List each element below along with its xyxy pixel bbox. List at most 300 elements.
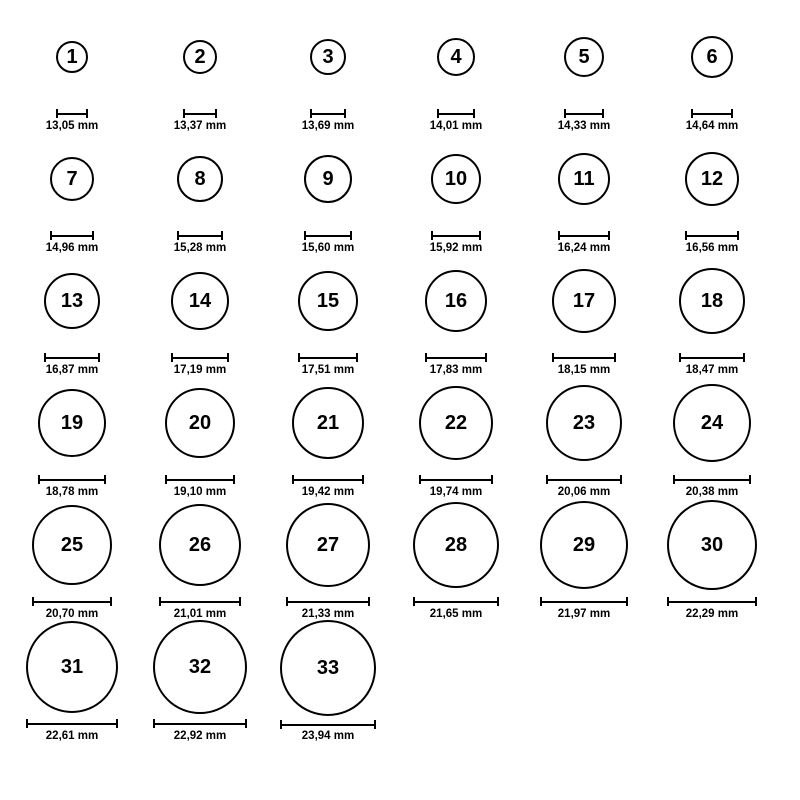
measure-tick-left (564, 109, 566, 118)
ring-size-cell[interactable] (8, 376, 136, 498)
measure-tick-left (437, 109, 439, 118)
measure-tick-right (749, 475, 751, 484)
diameter-measure-bar (304, 231, 352, 240)
diameter-label: 23,94 mm (301, 729, 355, 742)
ring-size-cell[interactable] (8, 254, 136, 376)
ring-circle (437, 38, 475, 76)
ring-size-row (8, 132, 792, 254)
measure-line (286, 601, 370, 603)
ring-size-cell[interactable] (520, 376, 648, 498)
diameter-measure-bar (413, 597, 499, 606)
measure-line (310, 113, 346, 115)
measure-tick-left (540, 597, 542, 606)
measure-tick-right (737, 231, 739, 240)
measure-tick-left (286, 597, 288, 606)
measure-tick-right (755, 597, 757, 606)
diameter-label: 20,70 mm (45, 607, 99, 620)
ring-circle (685, 152, 739, 206)
ring-size-cell[interactable] (392, 132, 520, 254)
measure-tick-right (362, 475, 364, 484)
measure-tick-left (292, 475, 294, 484)
ring-size-cell[interactable] (648, 254, 776, 376)
measure-tick-left (298, 353, 300, 362)
ring-size-cell[interactable] (520, 132, 648, 254)
diameter-measure-bar (38, 475, 106, 484)
measure-line (44, 357, 100, 359)
diameter-measure-bar (298, 353, 358, 362)
ring-circle-wrapper (392, 498, 520, 593)
diameter-measure-bar (667, 597, 757, 606)
diameter-label: 21,97 mm (557, 607, 611, 620)
diameter-measure-bar (286, 597, 370, 606)
ring-size-number: 21 (316, 412, 340, 435)
measure-tick-right (92, 231, 94, 240)
measure-tick-left (171, 353, 173, 362)
measure-line (691, 113, 733, 115)
diameter-label: 14,33 mm (557, 119, 611, 132)
ring-size-number: 23 (572, 412, 596, 435)
ring-circle-wrapper (8, 10, 136, 105)
ring-circle-wrapper (520, 376, 648, 471)
measure-line (298, 357, 358, 359)
ring-size-cell[interactable] (648, 498, 776, 620)
diameter-measure-bar (552, 353, 616, 362)
ring-circle-wrapper (520, 10, 648, 105)
measure-tick-right (215, 109, 217, 118)
ring-circle-wrapper (520, 254, 648, 349)
measure-line (564, 113, 604, 115)
measure-line (159, 601, 241, 603)
measure-line (165, 479, 235, 481)
measure-line (540, 601, 628, 603)
diameter-measure-bar (431, 231, 481, 240)
ring-circle (304, 155, 352, 203)
measure-line (679, 357, 745, 359)
diameter-label: 17,19 mm (173, 363, 227, 376)
ring-size-cell[interactable] (8, 498, 136, 620)
diameter-label: 20,38 mm (685, 485, 739, 498)
diameter-label: 15,28 mm (173, 241, 227, 254)
measure-tick-left (304, 231, 306, 240)
measure-line (558, 235, 610, 237)
measure-tick-right (473, 109, 475, 118)
ring-size-number: 10 (444, 168, 468, 191)
ring-size-number: 5 (578, 46, 590, 69)
measure-tick-left (667, 597, 669, 606)
measure-tick-left (552, 353, 554, 362)
ring-circle (280, 620, 376, 716)
measure-tick-left (44, 353, 46, 362)
ring-size-row (8, 254, 792, 376)
diameter-measure-bar (56, 109, 88, 118)
diameter-label: 19,42 mm (301, 485, 355, 498)
ring-circle (679, 268, 745, 334)
ring-circle (431, 154, 481, 204)
ring-circle (419, 386, 493, 460)
ring-circle (413, 502, 499, 588)
ring-circle (183, 40, 217, 74)
ring-circle (310, 39, 346, 75)
ring-size-number: 19 (60, 412, 84, 435)
ring-size-number: 6 (706, 46, 718, 69)
ring-circle-wrapper (264, 132, 392, 227)
ring-circle (298, 271, 358, 331)
diameter-label: 16,87 mm (45, 363, 99, 376)
ring-circle (171, 272, 229, 330)
diameter-label: 22,92 mm (173, 729, 227, 742)
measure-tick-right (245, 719, 247, 728)
ring-circle-wrapper (648, 10, 776, 105)
diameter-measure-bar (685, 231, 739, 240)
measure-tick-right (602, 109, 604, 118)
ring-size-cell[interactable] (8, 620, 136, 742)
ring-circle (564, 37, 604, 77)
diameter-label: 21,33 mm (301, 607, 355, 620)
ring-circle (425, 270, 487, 332)
ring-size-cell[interactable] (392, 254, 520, 376)
ring-circle (50, 157, 94, 201)
ring-circle-wrapper (648, 132, 776, 227)
ring-circle-wrapper (392, 10, 520, 105)
diameter-measure-bar (280, 720, 376, 728)
diameter-label: 21,65 mm (429, 607, 483, 620)
ring-size-cell[interactable] (520, 254, 648, 376)
measure-line (177, 235, 223, 237)
diameter-label: 14,01 mm (429, 119, 483, 132)
measure-tick-right (614, 353, 616, 362)
measure-tick-left (431, 231, 433, 240)
measure-tick-left (165, 475, 167, 484)
ring-circle-wrapper (136, 620, 264, 715)
measure-line (50, 235, 94, 237)
diameter-measure-bar (540, 597, 628, 606)
measure-line (183, 113, 217, 115)
measure-tick-left (685, 231, 687, 240)
ring-size-number: 27 (316, 534, 340, 557)
diameter-measure-bar (679, 353, 745, 362)
ring-size-number: 30 (700, 534, 724, 557)
ring-circle (165, 388, 235, 458)
ring-size-cell[interactable] (136, 620, 264, 742)
ring-circle-wrapper (648, 498, 776, 593)
measure-tick-right (743, 353, 745, 362)
ring-size-row (8, 10, 792, 132)
measure-tick-right (620, 475, 622, 484)
ring-size-number: 15 (316, 290, 340, 313)
measure-tick-right (626, 597, 628, 606)
ring-circle (44, 273, 100, 329)
ring-size-cell[interactable] (392, 10, 520, 132)
diameter-label: 17,83 mm (429, 363, 483, 376)
ring-size-row (8, 376, 792, 498)
ring-size-number: 31 (60, 656, 84, 679)
measure-tick-left (673, 475, 675, 484)
diameter-measure-bar (425, 353, 487, 362)
measure-line (419, 479, 493, 481)
measure-tick-left (691, 109, 693, 118)
ring-size-number: 33 (316, 657, 340, 679)
measure-line (413, 601, 499, 603)
measure-tick-left (413, 597, 415, 606)
ring-circle-wrapper (136, 10, 264, 105)
ring-circle-wrapper (136, 498, 264, 593)
ring-size-number: 14 (188, 290, 212, 313)
ring-size-cell[interactable] (264, 132, 392, 254)
measure-tick-right (86, 109, 88, 118)
diameter-measure-bar (558, 231, 610, 240)
measure-tick-right (239, 597, 241, 606)
ring-size-row (8, 498, 792, 620)
diameter-measure-bar (50, 231, 94, 240)
ring-circle-wrapper (264, 620, 392, 716)
measure-tick-left (546, 475, 548, 484)
ring-size-cell[interactable] (8, 10, 136, 132)
measure-tick-right (491, 475, 493, 484)
measure-tick-left (558, 231, 560, 240)
ring-circle (153, 620, 247, 714)
ring-size-number: 22 (444, 412, 468, 435)
ring-circle (292, 387, 364, 459)
ring-size-number: 11 (573, 168, 595, 191)
measure-tick-right (221, 231, 223, 240)
measure-tick-right (110, 597, 112, 606)
ring-size-number: 25 (60, 534, 84, 557)
diameter-label: 16,56 mm (685, 241, 739, 254)
measure-line (304, 235, 352, 237)
ring-size-number: 28 (444, 534, 468, 557)
diameter-measure-bar (32, 597, 112, 606)
diameter-measure-bar (171, 353, 229, 362)
measure-line (425, 357, 487, 359)
ring-size-cell[interactable] (136, 254, 264, 376)
diameter-label: 13,69 mm (301, 119, 355, 132)
measure-line (437, 113, 475, 115)
ring-circle-wrapper (8, 620, 136, 715)
measure-tick-right (368, 597, 370, 606)
ring-size-number: 4 (450, 46, 462, 69)
ring-circle (159, 504, 241, 586)
measure-tick-right (608, 231, 610, 240)
ring-circle-wrapper (8, 498, 136, 593)
ring-circle (32, 505, 112, 585)
ring-circle (38, 389, 106, 457)
ring-size-number: 7 (66, 168, 78, 191)
ring-size-number: 24 (700, 412, 724, 435)
measure-line (431, 235, 481, 237)
ring-size-cell[interactable] (136, 498, 264, 620)
diameter-label: 22,61 mm (45, 729, 99, 742)
ring-circle-wrapper (8, 376, 136, 471)
measure-tick-right (485, 353, 487, 362)
measure-tick-right (497, 597, 499, 606)
measure-line (171, 357, 229, 359)
ring-size-number: 9 (322, 168, 334, 191)
ring-circle (558, 153, 610, 205)
measure-tick-right (227, 353, 229, 362)
diameter-measure-bar (26, 719, 118, 728)
measure-tick-left (679, 353, 681, 362)
measure-tick-left (280, 720, 282, 729)
diameter-measure-bar (165, 475, 235, 484)
measure-tick-right (233, 475, 235, 484)
measure-tick-right (356, 353, 358, 362)
ring-circle-wrapper (648, 254, 776, 349)
measure-tick-right (479, 231, 481, 240)
diameter-label: 18,47 mm (685, 363, 739, 376)
diameter-label: 16,24 mm (557, 241, 611, 254)
ring-size-cell[interactable] (392, 376, 520, 498)
ring-size-cell[interactable] (136, 132, 264, 254)
diameter-measure-bar (310, 109, 346, 118)
diameter-measure-bar (437, 109, 475, 118)
measure-tick-right (731, 109, 733, 118)
diameter-label: 13,05 mm (45, 119, 99, 132)
measure-line (26, 723, 118, 725)
diameter-label: 19,10 mm (173, 485, 227, 498)
diameter-label: 15,60 mm (301, 241, 355, 254)
ring-circle-wrapper (136, 254, 264, 349)
ring-circle-wrapper (264, 498, 392, 593)
ring-size-cell[interactable] (136, 10, 264, 132)
ring-size-number: 20 (188, 412, 212, 435)
ring-size-number: 1 (66, 46, 78, 69)
measure-line (552, 357, 616, 359)
ring-size-cell[interactable] (264, 376, 392, 498)
ring-size-number: 2 (194, 46, 206, 69)
measure-tick-left (32, 597, 34, 606)
ring-circle-wrapper (520, 132, 648, 227)
measure-line (32, 601, 112, 603)
diameter-label: 22,29 mm (685, 607, 739, 620)
measure-tick-left (38, 475, 40, 484)
measure-tick-left (310, 109, 312, 118)
diameter-measure-bar (159, 597, 241, 606)
ring-circle-wrapper (392, 132, 520, 227)
ring-size-number: 8 (194, 168, 206, 191)
ring-size-number: 3 (322, 46, 334, 69)
ring-circle-wrapper (648, 376, 776, 471)
ring-size-number: 17 (572, 290, 596, 313)
ring-size-row (8, 620, 792, 742)
ring-size-number: 12 (700, 168, 724, 191)
diameter-measure-bar (673, 475, 751, 484)
diameter-label: 18,15 mm (557, 363, 611, 376)
ring-circle (546, 385, 622, 461)
diameter-measure-bar (153, 719, 247, 728)
ring-circle-wrapper (8, 132, 136, 227)
measure-line (153, 723, 247, 725)
diameter-label: 20,06 mm (557, 485, 611, 498)
diameter-measure-bar (691, 109, 733, 118)
ring-size-cell[interactable] (264, 10, 392, 132)
ring-size-cell[interactable] (520, 498, 648, 620)
measure-line (667, 601, 757, 603)
ring-circle (286, 503, 370, 587)
diameter-label: 14,64 mm (685, 119, 739, 132)
ring-circle (56, 41, 88, 73)
ring-circle (673, 384, 751, 462)
measure-tick-right (116, 719, 118, 728)
diameter-label: 15,92 mm (429, 241, 483, 254)
diameter-measure-bar (546, 475, 622, 484)
ring-circle-wrapper (136, 132, 264, 227)
ring-circle-wrapper (392, 254, 520, 349)
measure-tick-left (177, 231, 179, 240)
ring-circle (177, 156, 223, 202)
ring-circle (691, 36, 733, 78)
ring-size-number: 32 (188, 656, 212, 679)
ring-size-cell[interactable] (264, 498, 392, 620)
ring-size-number: 16 (444, 290, 468, 313)
diameter-measure-bar (419, 475, 493, 484)
measure-tick-left (50, 231, 52, 240)
measure-tick-left (419, 475, 421, 484)
ring-size-number: 13 (60, 290, 84, 313)
ring-size-cell[interactable] (136, 376, 264, 498)
ring-circle-wrapper (392, 376, 520, 471)
measure-tick-left (159, 597, 161, 606)
ring-circle-wrapper (136, 376, 264, 471)
diameter-label: 21,01 mm (173, 607, 227, 620)
measure-line (546, 479, 622, 481)
ring-circle-wrapper (264, 10, 392, 105)
measure-tick-left (56, 109, 58, 118)
ring-circle-wrapper (264, 376, 392, 471)
ring-size-number: 29 (572, 534, 596, 557)
measure-line (292, 479, 364, 481)
measure-line (56, 113, 88, 115)
measure-tick-right (104, 475, 106, 484)
measure-tick-right (344, 109, 346, 118)
ring-size-number: 18 (700, 290, 724, 313)
diameter-measure-bar (44, 353, 100, 362)
ring-circle-wrapper (264, 254, 392, 349)
measure-tick-right (374, 720, 376, 729)
measure-tick-left (183, 109, 185, 118)
measure-tick-right (98, 353, 100, 362)
measure-tick-right (350, 231, 352, 240)
ring-size-cell[interactable] (392, 498, 520, 620)
ring-size-cell[interactable] (264, 254, 392, 376)
ring-size-number: 26 (188, 534, 212, 557)
diameter-label: 19,74 mm (429, 485, 483, 498)
ring-circle (540, 501, 628, 589)
measure-tick-left (153, 719, 155, 728)
measure-line (685, 235, 739, 237)
measure-line (280, 724, 376, 726)
ring-size-cell[interactable] (520, 10, 648, 132)
measure-line (673, 479, 751, 481)
diameter-label: 18,78 mm (45, 485, 99, 498)
measure-line (38, 479, 106, 481)
diameter-measure-bar (177, 231, 223, 240)
ring-circle-wrapper (520, 498, 648, 593)
diameter-measure-bar (564, 109, 604, 118)
ring-circle-wrapper (8, 254, 136, 349)
ring-circle (667, 500, 757, 590)
diameter-label: 13,37 mm (173, 119, 227, 132)
ring-size-cell[interactable] (648, 132, 776, 254)
diameter-measure-bar (292, 475, 364, 484)
ring-size-cell[interactable] (648, 376, 776, 498)
diameter-measure-bar (183, 109, 217, 118)
ring-size-cell[interactable] (264, 620, 392, 742)
measure-tick-left (26, 719, 28, 728)
ring-size-cell[interactable] (648, 10, 776, 132)
diameter-label: 14,96 mm (45, 241, 99, 254)
diameter-label: 17,51 mm (301, 363, 355, 376)
ring-size-cell[interactable] (8, 132, 136, 254)
